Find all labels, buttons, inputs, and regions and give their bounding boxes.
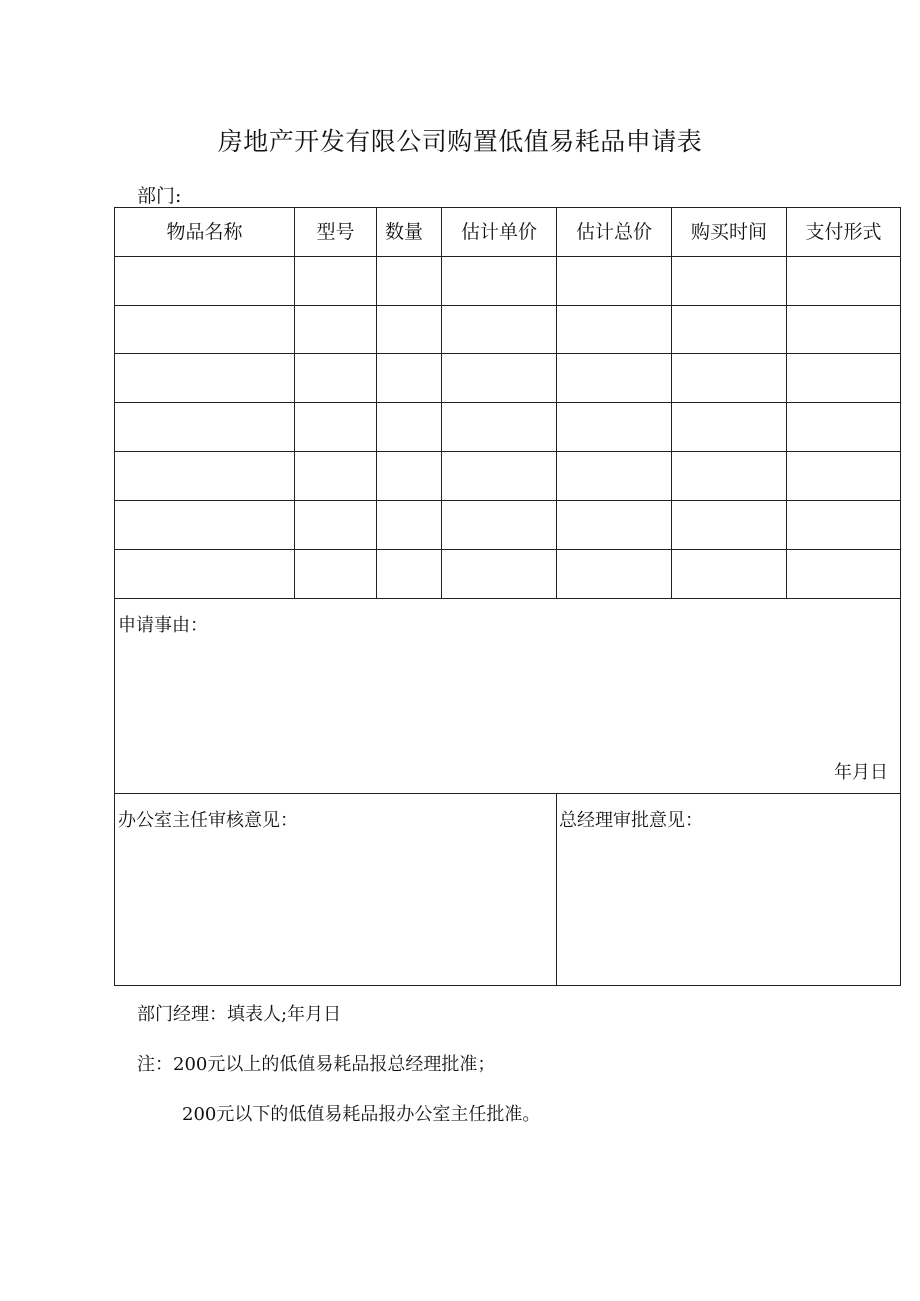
- reason-date: 年月日: [834, 762, 888, 783]
- column-divider: [671, 208, 672, 598]
- section-divider: [115, 793, 900, 794]
- reason-label: 申请事由：: [118, 615, 208, 636]
- signature-line: 部门经理：填表人;年月日: [137, 1004, 342, 1025]
- row-divider: [115, 549, 900, 550]
- header-model: 型号: [316, 221, 355, 243]
- header-unit-price: 估计单价: [460, 221, 537, 243]
- column-divider: [294, 208, 295, 598]
- header-total-price: 估计总价: [575, 221, 652, 243]
- header-purchase-time: 购买时间: [690, 221, 767, 243]
- row-divider: [115, 305, 900, 306]
- office-director-opinion-label: 办公室主任审核意见：: [118, 810, 298, 831]
- row-divider: [115, 353, 900, 354]
- column-divider: [441, 208, 442, 598]
- general-manager-opinion-label: 总经理审批意见：: [559, 810, 703, 831]
- header-payment-method: 支付形式: [805, 221, 882, 243]
- department-label: 部门:: [137, 185, 182, 207]
- note-line-1: 注：200元以上的低值易耗品报总经理批准；: [137, 1054, 496, 1075]
- column-divider: [786, 208, 787, 598]
- column-divider: [556, 208, 557, 598]
- header-quantity: 数量: [384, 221, 423, 243]
- column-divider: [376, 208, 377, 598]
- row-divider: [115, 500, 900, 501]
- page-title: 房地产开发有限公司购置低值易耗品申请表: [217, 127, 703, 156]
- row-divider: [115, 598, 900, 599]
- header-item-name: 物品名称: [166, 221, 243, 243]
- note-line-2: 200元以下的低值易耗品报办公室主任批准。: [182, 1104, 541, 1125]
- application-form-grid: [114, 207, 901, 986]
- row-divider: [115, 402, 900, 403]
- opinion-divider: [556, 793, 557, 985]
- row-divider: [115, 451, 900, 452]
- row-divider: [115, 256, 900, 257]
